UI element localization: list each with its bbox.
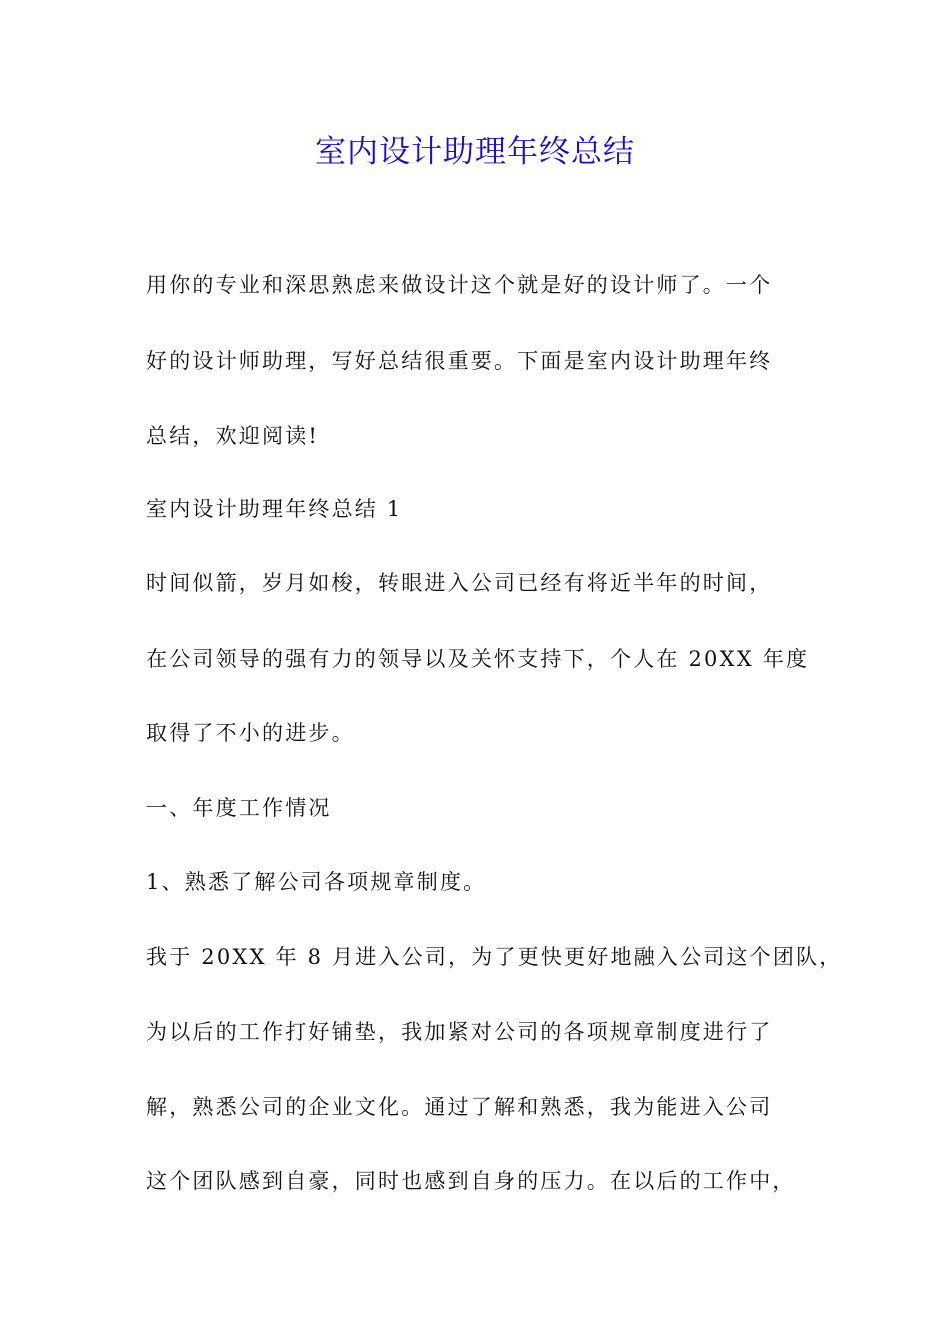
paragraph-line: 解，熟悉公司的企业文化。通过了解和熟悉，我为能进入公司 xyxy=(146,1095,773,1119)
paragraph-line: 用你的专业和深思熟虑来做设计这个就是好的设计师了。一个 xyxy=(146,273,773,297)
document-title: 室内设计助理年终总结 xyxy=(315,134,635,170)
paragraph-line: 我于 20XX 年 8 月进入公司，为了更快更好地融入公司这个团队， xyxy=(146,945,843,969)
paragraph-line: 这个团队感到自豪，同时也感到自身的压力。在以后的工作中， xyxy=(146,1169,796,1193)
paragraph-line: 总结，欢迎阅读! xyxy=(146,424,320,448)
subsection-heading: 1、熟悉了解公司各项规章制度。 xyxy=(146,870,487,894)
section-heading: 一、年度工作情况 xyxy=(146,796,332,820)
section-heading: 室内设计助理年终总结 1 xyxy=(146,497,403,521)
paragraph-line: 在公司领导的强有力的领导以及关怀支持下，个人在 20XX 年度 xyxy=(146,647,810,671)
paragraph-line: 取得了不小的进步。 xyxy=(146,721,355,745)
paragraph-line: 好的设计师助理，写好总结很重要。下面是室内设计助理年终 xyxy=(146,349,773,373)
paragraph-line: 时间似箭，岁月如梭，转眼进入公司已经有将近半年的时间， xyxy=(146,571,773,595)
paragraph-line: 为以后的工作打好铺垫，我加紧对公司的各项规章制度进行了 xyxy=(146,1020,773,1044)
